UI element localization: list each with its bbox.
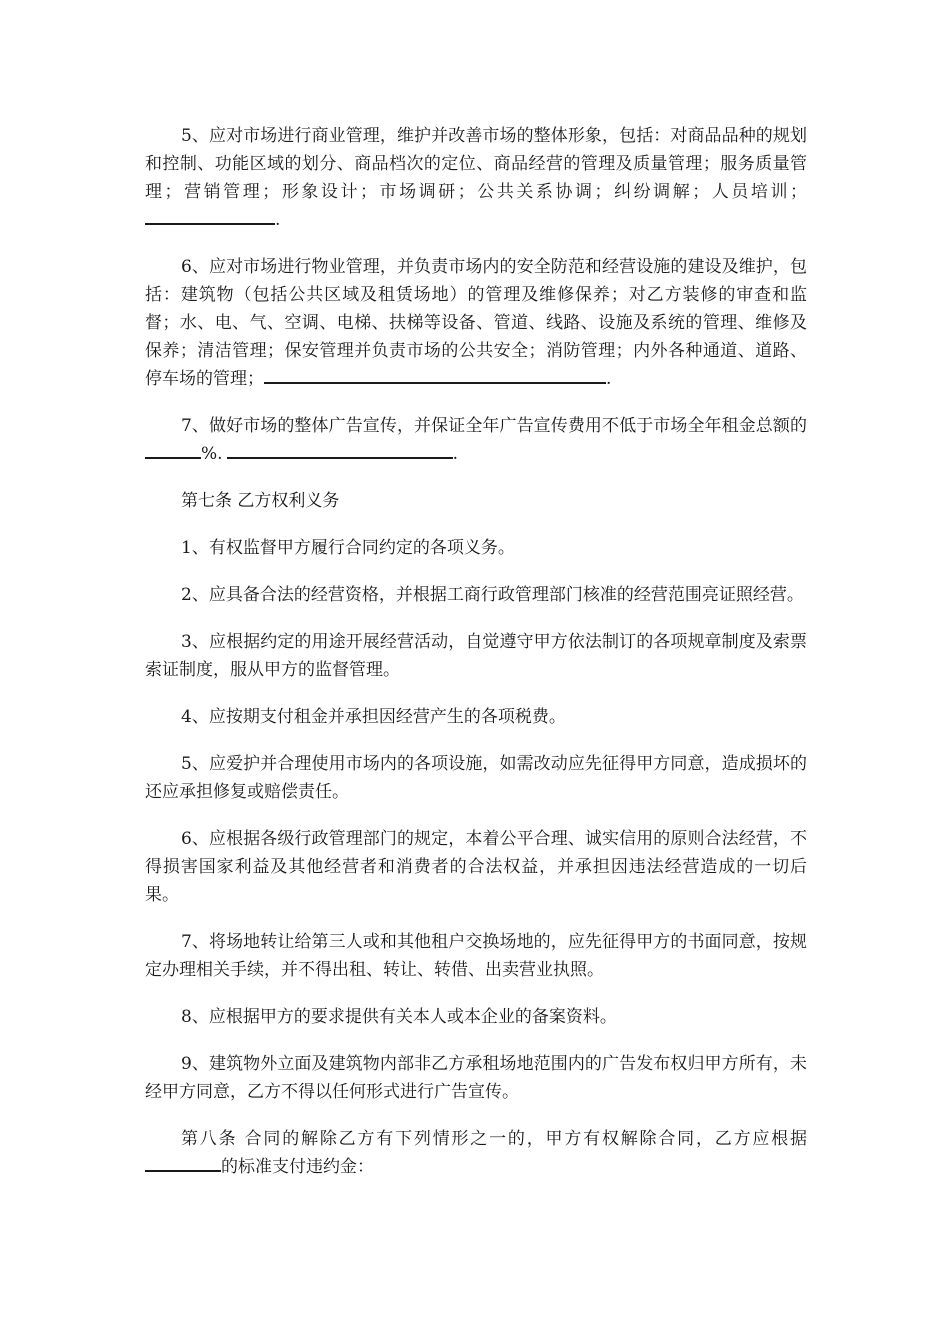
document-page [145, 122, 807, 1200]
fill-in-blank[interactable] [264, 366, 494, 384]
section-heading-article-8 [145, 1125, 807, 1181]
clause-2: 2、应具备合法的经营资格，并根据工商行政管理部门核准的经营范围亮证照经营。 [181, 585, 804, 605]
clause-3: 3、应根据约定的用途开展经营活动，自觉遵守甲方依法制订的各项规章制度及索票索证制度，服从甲方的监督管理。 [145, 632, 807, 680]
clause-6: 6、应根据各级行政管理部门的规定，本着公平合理、诚实信用的原则合法经营，不得损害国家利益及其他经营者和消费者的合法权益，并承担因违法经营造成的一切后果。 [145, 829, 807, 905]
clause-4: 4、应按期支付租金并承担因经营产生的各项税费。 [181, 707, 566, 727]
clause-9: 9、建筑物外立面及建筑物内部非乙方承租场地范围内的广告发布权归甲方所有，未经甲方同意，乙方不得以任何形式进行广告宣传。 [145, 1054, 807, 1102]
paragraph-end: . [275, 210, 281, 230]
paragraph-property-management [145, 253, 807, 393]
paragraph-text: 6、应对市场进行物业管理，并负责市场内的安全防范和经营设施的建设及维护，包括：建筑物（包括公共区域及租赁场地）的管理及维修保养；对乙方装修的审查和监督；水、电、气、空调、电梯、扶梯等设备、管道、线路、设施及系统的管理、维修及保养；清洁管理；保安管理并负责市场的公共安全；消防管理；内外各种通道、道路、停车场的管理； [145, 257, 807, 389]
clause-8: 8、应根据甲方的要求提供有关本人或本企业的备案资料。 [181, 1007, 617, 1027]
paragraph-end: . [452, 444, 458, 464]
fill-in-blank[interactable] [145, 207, 275, 225]
paragraph-commercial-management [145, 122, 807, 234]
paragraph-end: 的标准支付违约金： [221, 1157, 374, 1177]
percent-sign: %. [201, 444, 223, 464]
paragraph-text: 7、做好市场的整体广告宣传，并保证全年广告宣传费用不低于市场全年租金总额的 [181, 416, 807, 436]
paragraph-end: . [606, 369, 612, 389]
paragraph-advertising [145, 412, 807, 468]
fill-in-blank[interactable] [227, 441, 453, 459]
clause-1: 1、有权监督甲方履行合同约定的各项义务。 [181, 538, 515, 558]
percent-blank[interactable] [145, 441, 201, 459]
paragraph-text: 5、应对市场进行商业管理，维护并改善市场的整体形象，包括：对商品品种的规划和控制、功能区域的划分、商品档次的定位、商品经营的管理及质量管理；服务质量管理；营销管理；形象设计；市场调研；公共关系协调；纠纷调解；人员培训； [145, 126, 807, 202]
paragraph-text: 第八条 合同的解除乙方有下列情形之一的，甲方有权解除合同，乙方应根据 [181, 1129, 807, 1149]
clause-7: 7、将场地转让给第三人或和其他租户交换场地的，应先征得甲方的书面同意，按规定办理相关手续，并不得出租、转让、转借、出卖营业执照。 [145, 932, 807, 980]
penalty-standard-blank[interactable] [145, 1154, 221, 1172]
fill-in-blank-continued[interactable] [494, 366, 606, 384]
clause-5: 5、应爱护并合理使用市场内的各项设施，如需改动应先征得甲方同意，造成损坏的还应承担修复或赔偿责任。 [145, 754, 807, 802]
section-heading-article-7: 第七条 乙方权利义务 [181, 491, 340, 511]
